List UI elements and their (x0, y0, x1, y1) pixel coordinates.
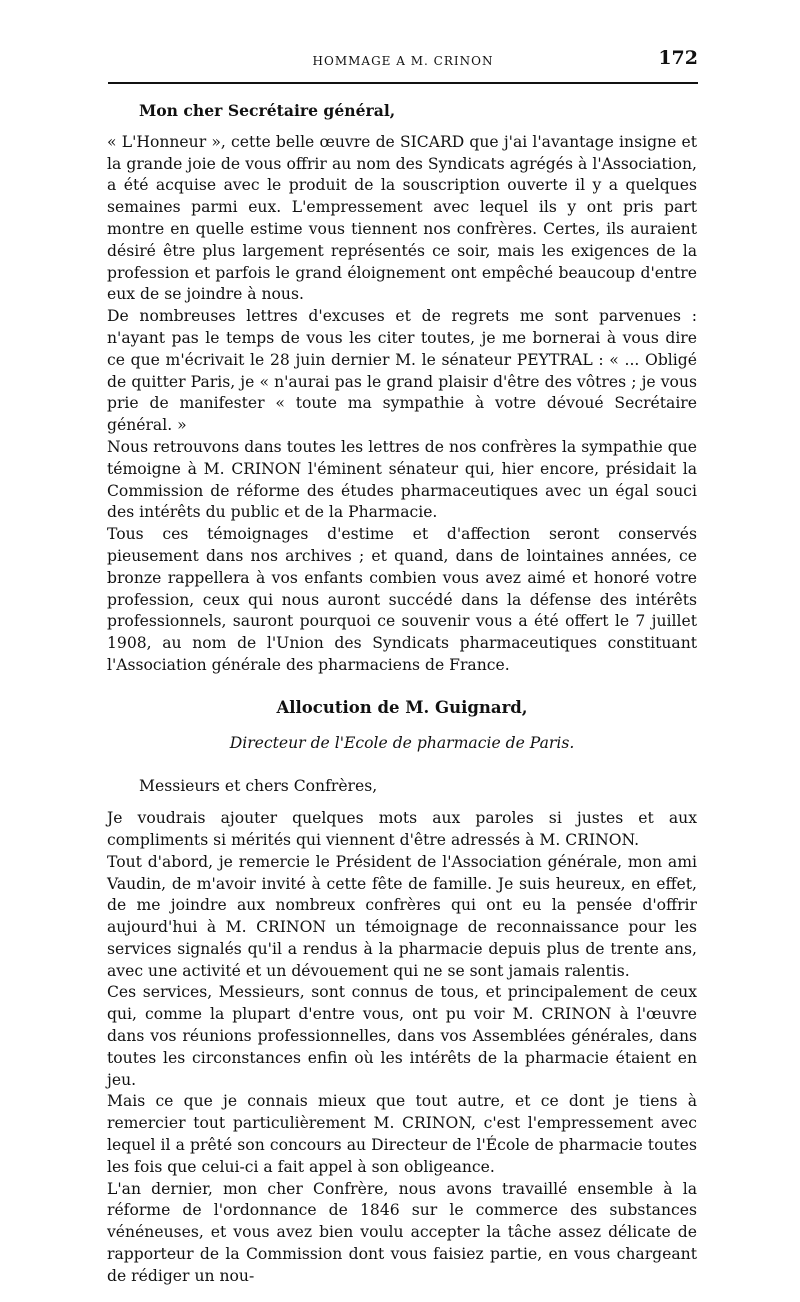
page-content (107, 100, 697, 1288)
speech-salutation: Messieurs et chers Confrères, (139, 777, 378, 796)
letter-paragraph-4: Tous ces témoignages d'estime et d'affection seront conservés pieusement dans nos archives ; et quand, dans de lointaines années, ce bronze rappellera à vos enfants combien vous avez aimé et honoré votre profession, ceux qui nous auront succédé dans la défense des intérêts professionnels, sauront pourquoi ce souvenir vous a été offert le 7 juillet 1908, au nom de l'Union des Syndicats pharmaceutiques constituant l'Association générale des pharmaciens de France. (107, 525, 697, 674)
letter-paragraph-1: « L'Honneur », cette belle œuvre de SICARD que j'ai l'avantage insigne et la grande joie de vous offrir au nom des Syndicats agrégés à l'Association, a été acquise avec le produit de la souscription ouverte il y a quelques semaines parmi eux. L'empressement avec lequel ils y ont pris part montre en quelle estime vous tiennent nos confrères. Certes, ils auraient désiré être plus largement représentés ce soir, mais les exigences de la profession et parfois le grand éloignement ont empêché beaucoup d'entre eux de se joindre à nous. (107, 132, 697, 304)
page-number: 172 (658, 47, 698, 69)
speech-subtitle: Directeur de l'Ecole de pharmacie de Paris. (229, 733, 575, 752)
speech-paragraph-2: Tout d'abord, je remercie le Président de l'Association générale, mon ami Vaudin, de m'avoir invité à cette fête de famille. Je suis heureux, en effet, de me joindre aux nombreux confrères qui ont eu la pensée d'offrir aujourd'hui à M. CRINON un témoignage de reconnaissance pour les services signalés qu'il a rendus à la pharmacie depuis plus de trente ans, avec une activité et un dévouement qui ne se sont jamais ralentis. (107, 852, 697, 980)
page-header (108, 46, 698, 84)
letter-paragraph-3: Nous retrouvons dans toutes les lettres de nos confrères la sympathie que témoigne à M. CRINON l'éminent sénateur qui, hier encore, présidait la Commission de réforme des études pharmaceutiques avec un égal souci des intérêts du public et de la Pharmacie. (107, 437, 697, 522)
speech-paragraph-1: Je voudrais ajouter quelques mots aux paroles si justes et aux compliments si mérités qui viennent d'être adressés à M. CRINON. (107, 809, 697, 849)
letter-salutation: Mon cher Secrétaire général, (139, 101, 396, 120)
speech-title: Allocution de M. Guignard, (276, 697, 528, 717)
running-title: HOMMAGE A M. CRINON (312, 54, 494, 68)
speech-paragraph-3: Ces services, Messieurs, sont connus de tous, et principalement de ceux qui, comme la plupart d'entre vous, ont pu voir M. CRINON à l'œuvre dans vos réunions professionnelles, dans vos Assemblées générales, dans toutes les circonstances enfin où les intérêts de la pharmacie étaient en jeu. (107, 983, 697, 1089)
speech-paragraph-5: L'an dernier, mon cher Confrère, nous avons travaillé ensemble à la réforme de l'ordonnance de 1846 sur le commerce des substances vénéneuses, et vous avez bien voulu accepter la tâche assez délicate de rapporteur de la Commission dont vous faisiez partie, en vous chargeant de rédiger un nou- (107, 1179, 697, 1285)
speech-paragraph-4: Mais ce que je connais mieux que tout autre, et ce dont je tiens à remercier tout particulièrement M. CRINON, c'est l'empressement avec lequel il a prêté son concours au Directeur de l'École de pharmacie toutes les fois que celui-ci a fait appel à son obligeance. (107, 1092, 697, 1176)
letter-paragraph-2: De nombreuses lettres d'excuses et de regrets me sont parvenues : n'ayant pas le temps de vous les citer toutes, je me bornerai à vous dire ce que m'écrivait le 28 juin dernier M. le sénateur PEYTRAL : « ... Obligé de quitter Paris, je « n'aurai pas le grand plaisir d'être des vôtres ; je vous prie de manifester « toute ma sympathie à votre dévoué Secrétaire général. » (107, 307, 697, 435)
